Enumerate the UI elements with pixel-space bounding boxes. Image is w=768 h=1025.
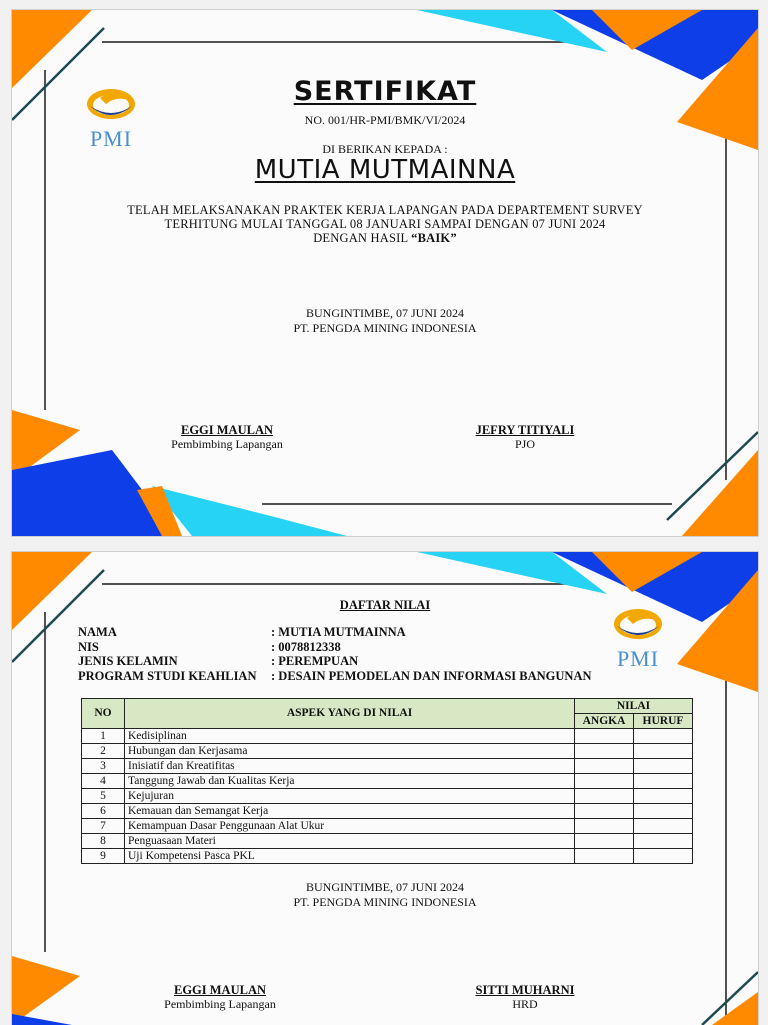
body-line-1: TELAH MELAKSANAKAN PRAKTEK KERJA LAPANGAN PADA DEPARTEMENT SURVEY xyxy=(127,203,643,217)
score-number-cell xyxy=(575,819,634,834)
score-number-cell xyxy=(575,729,634,744)
result-prefix: DENGAN HASIL xyxy=(313,231,408,245)
body-line-3 xyxy=(12,231,758,245)
score-letter-cell xyxy=(634,744,693,759)
col-aspect-header: ASPEK YANG DI NILAI xyxy=(125,699,575,729)
info-row-program: PROGRAM STUDI KEAHLIAN : DESAIN PEMODELAN DAN INFORMASI BANGUNAN xyxy=(78,668,592,683)
score-letter-cell xyxy=(634,834,693,849)
result-value: “BAIK” xyxy=(411,231,457,245)
signature-left xyxy=(120,983,320,1011)
place-date: BUNGINTIMBE, 07 JUNI 2024 xyxy=(306,306,464,320)
grades-table xyxy=(81,698,693,864)
score-letter-cell xyxy=(634,729,693,744)
signature-right xyxy=(425,423,625,451)
signer-left-role: Pembimbing Lapangan xyxy=(164,997,276,1011)
table-row: 1 Kedisiplinan xyxy=(82,729,693,744)
logo-text: PMI xyxy=(89,126,133,151)
certificate-page xyxy=(11,9,759,537)
table-row: 2 Hubungan dan Kerjasama xyxy=(82,744,693,759)
company-name: PT. PENGDA MINING INDONESIA xyxy=(293,321,477,335)
issue-block xyxy=(12,880,758,910)
grades-page xyxy=(11,551,759,1025)
score-number-cell xyxy=(575,759,634,774)
recipient-name: MUTIA MUTMAINNA xyxy=(254,155,516,185)
certificate-title: SERTIFIKAT xyxy=(293,76,477,107)
score-number-cell xyxy=(575,774,634,789)
signer-right-role: HRD xyxy=(512,997,538,1011)
signer-right-name: JEFRY TITIYALI xyxy=(475,423,575,437)
table-row: 7 Kemampuan Dasar Penggunaan Alat Ukur xyxy=(82,819,693,834)
score-letter-cell xyxy=(634,819,693,834)
certificate-number: NO. 001/HR-PMI/BMK/VI/2024 xyxy=(304,113,466,127)
signature-left xyxy=(127,423,327,451)
score-number-cell xyxy=(575,834,634,849)
signature-right xyxy=(425,983,625,1011)
issue-block xyxy=(12,306,758,336)
score-letter-cell xyxy=(634,789,693,804)
company-name: PT. PENGDA MINING INDONESIA xyxy=(293,895,477,909)
info-row-nis: NIS : 0078812338 xyxy=(78,639,341,654)
score-letter-cell xyxy=(634,774,693,789)
body-line-2: TERHITUNG MULAI TANGGAL 08 JANUARI SAMPAI DENGAN 07 JUNI 2024 xyxy=(164,217,606,231)
table-row: 3 Inisiatif dan Kreatifitas xyxy=(82,759,693,774)
given-to-label: DI BERIKAN KEPADA : xyxy=(322,142,448,156)
grades-title: DAFTAR NILAI xyxy=(339,598,431,612)
signer-left-role: Pembimbing Lapangan xyxy=(171,437,283,451)
score-number-cell xyxy=(575,789,634,804)
signer-left-name: EGGI MAULAN xyxy=(180,423,274,437)
col-score-header: NILAI xyxy=(575,699,693,714)
signer-right-role: PJO xyxy=(514,437,535,451)
pmi-logo xyxy=(603,604,673,676)
table-row: 8 Penguasaan Materi xyxy=(82,834,693,849)
student-info xyxy=(78,625,592,683)
place-date: BUNGINTIMBE, 07 JUNI 2024 xyxy=(306,880,464,894)
score-number-cell xyxy=(575,849,634,864)
table-row: 4 Tanggung Jawab dan Kualitas Kerja xyxy=(82,774,693,789)
info-row-name: NAMA : MUTIA MUTMAINNA xyxy=(78,625,406,639)
col-number-header: ANGKA xyxy=(575,714,634,729)
table-row: 5 Kejujuran xyxy=(82,789,693,804)
body-text xyxy=(12,203,758,245)
score-letter-cell xyxy=(634,759,693,774)
signer-left-name: EGGI MAULAN xyxy=(173,983,267,997)
info-row-gender: JENIS KELAMIN : PEREMPUAN xyxy=(78,654,359,668)
score-number-cell xyxy=(575,804,634,819)
score-letter-cell xyxy=(634,804,693,819)
table-row: 9 Uji Kompetensi Pasca PKL xyxy=(82,849,693,864)
table-row: 6 Kemauan dan Semangat Kerja xyxy=(82,804,693,819)
score-number-cell xyxy=(575,744,634,759)
score-letter-cell xyxy=(634,849,693,864)
col-no-header: NO xyxy=(82,699,125,729)
signer-right-name: SITTI MUHARNI xyxy=(475,983,575,997)
col-letter-header: HURUF xyxy=(634,714,693,729)
logo-text: PMI xyxy=(616,646,660,671)
